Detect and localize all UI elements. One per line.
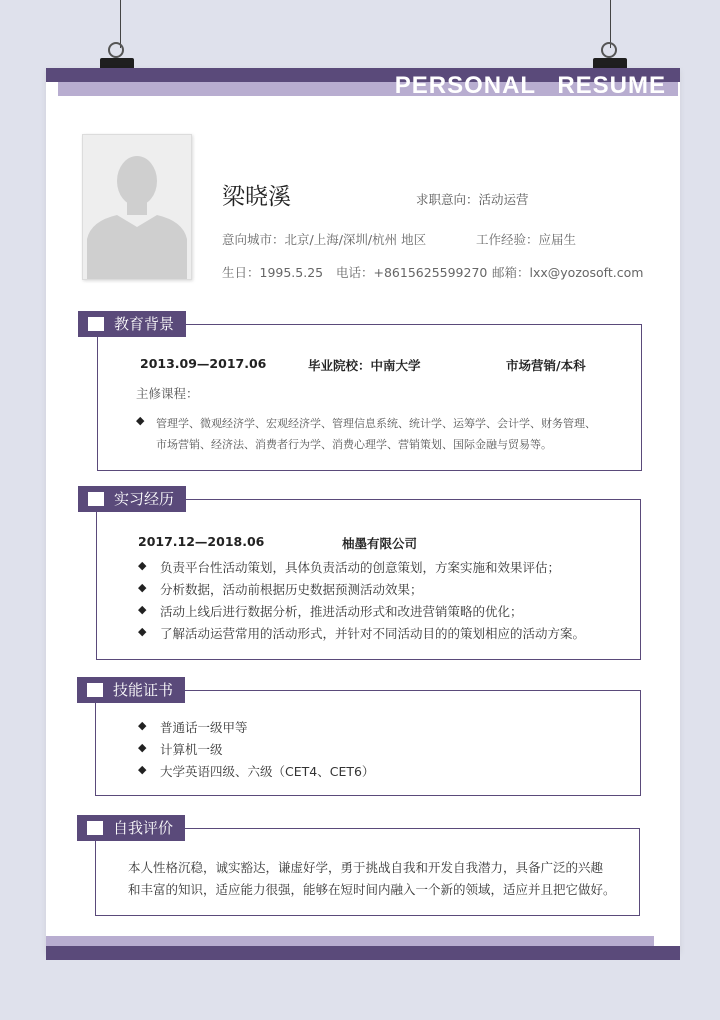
- diamond-bullet-icon: ◆: [138, 625, 147, 638]
- hanging-wire-right: [610, 0, 611, 48]
- courses-line-1: 管理学、微观经济学、宏观经济学、管理信息系统、统计学、运筹学、会计学、财务管理、: [156, 417, 596, 430]
- self-eval-line-2: 和丰富的知识，适应能力很强，能够在短时间内融入一个新的领域，适应并且把它做好。: [128, 882, 616, 897]
- square-icon: [88, 492, 104, 506]
- internship-header: 实习经历: [78, 486, 186, 512]
- hanging-wire-left: [120, 0, 121, 48]
- skill-item-1: 普通话一级甲等: [160, 720, 248, 735]
- edu-period: 2013.09—2017.06: [140, 356, 267, 371]
- diamond-bullet-icon: ◆: [138, 581, 147, 594]
- skills-header: 技能证书: [77, 677, 185, 703]
- bottom-bar-light: [46, 936, 654, 946]
- diamond-bullet-icon: ◆: [136, 414, 145, 427]
- intended-city: 意向城市：北京/上海/深圳/杭州 地区: [222, 232, 427, 247]
- square-icon: [87, 821, 103, 835]
- diamond-bullet-icon: ◆: [138, 603, 147, 616]
- avatar: [82, 134, 192, 280]
- intern-item-1: 负责平台性活动策划，具体负责活动的创意策划，方案实施和效果评估；: [160, 560, 561, 575]
- birthday: 生日：1995.5.25: [222, 265, 324, 280]
- intern-item-4: 了解活动运营常用的活动形式，并针对不同活动目的的策划相应的活动方案。: [160, 626, 586, 641]
- edu-school: 毕业院校：中南大学: [308, 358, 421, 373]
- square-icon: [87, 683, 103, 697]
- courses-label: 主修课程：: [136, 386, 199, 401]
- square-icon: [88, 317, 104, 331]
- skill-item-2: 计算机一级: [160, 742, 223, 757]
- intern-item-3: 活动上线后进行数据分析，推进活动形式和改进营销策略的优化；: [160, 604, 523, 619]
- intern-period: 2017.12—2018.06: [138, 534, 265, 549]
- diamond-bullet-icon: ◆: [138, 719, 147, 732]
- candidate-name: 梁晓溪: [222, 184, 291, 210]
- self-eval-header: 自我评价: [77, 815, 185, 841]
- diamond-bullet-icon: ◆: [138, 741, 147, 754]
- job-intent: 求职意向：活动运营: [416, 192, 529, 207]
- edu-major: 市场营销/本科: [506, 358, 586, 373]
- intern-item-2: 分析数据，活动前根据历史数据预测活动效果；: [160, 582, 423, 597]
- self-eval-line-1: 本人性格沉稳，诚实豁达，谦虚好学，勇于挑战自我和开发自我潜力，具备广泛的兴趣: [128, 860, 604, 875]
- skill-item-3: 大学英语四级、六级（CET4、CET6）: [160, 764, 375, 779]
- diamond-bullet-icon: ◆: [138, 763, 147, 776]
- intern-company: 柚墨有限公司: [342, 536, 418, 551]
- phone: 电话：+8615625599270: [336, 265, 488, 280]
- email: 邮箱：lxx@yozosoft.com: [492, 265, 644, 280]
- bottom-bar: [46, 946, 680, 960]
- resume-title: PERSONAL RESUME: [394, 72, 666, 99]
- courses-line-2: 市场营销、经济法、消费者行为学、消费心理学、营销策划、国际金融与贸易等。: [156, 438, 552, 451]
- education-header: 教育背景: [78, 311, 186, 337]
- work-experience: 工作经验：应届生: [476, 232, 577, 247]
- diamond-bullet-icon: ◆: [138, 559, 147, 572]
